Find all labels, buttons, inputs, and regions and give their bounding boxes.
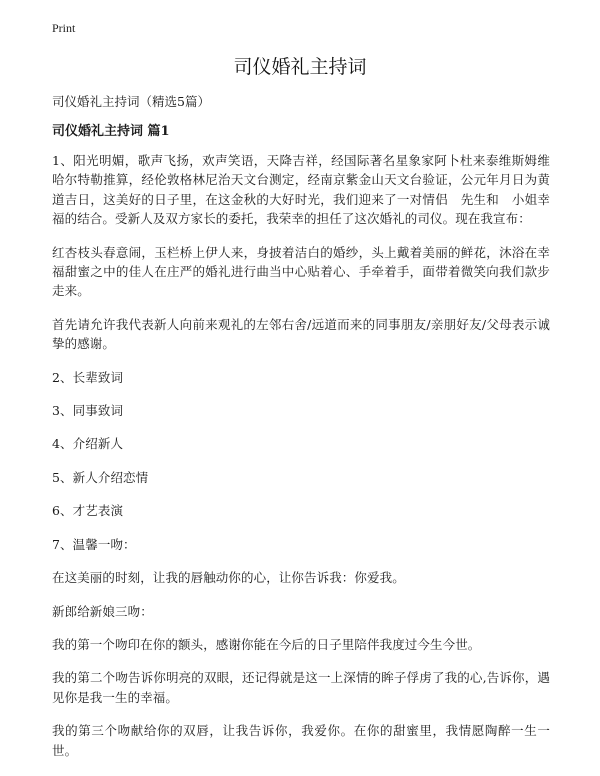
paragraph-bride-entrance: 红杏枝头春意闹，玉栏桥上伊人来，身披着洁白的婚纱，头上戴着美丽的鲜花，沐浴在幸福甜蜜之中的佳人在庄严的婚礼进行曲当中心贴着心、手牵着手，面带着微笑向我们款步走来。 <box>52 244 550 299</box>
paragraph-first-kiss: 我的第一个吻印在你的额头，感谢你能在今后的日子里陪伴我度过今生今世。 <box>52 636 481 652</box>
list-item-elder-speech: 2、长辈致词 <box>52 369 124 385</box>
paragraph-thanks: 首先请允许我代表新人向前来观礼的左邻右舍/远道而来的同事朋友/亲朋好友/父母表示诚挚的感谢。 <box>52 316 550 352</box>
print-label: Print <box>52 21 76 35</box>
document-title: 司仪婚礼主持词 <box>233 56 367 78</box>
document-body <box>52 92 550 774</box>
paragraph-three-kisses: 新郎给新娘三吻： <box>52 603 153 619</box>
paragraph-second-kiss: 我的第二个吻告诉你明亮的双眼，还记得就是这一上深情的眸子俘虏了我的心,告诉你，遇见你是我一生的幸福。 <box>52 670 550 705</box>
paragraph-intro: 1、阳光明媚，歌声飞扬，欢声笑语，天降吉祥，经国际著名星象家阿卜杜来泰维斯姆维哈尔特勒推算，经伦敦格林尼治天文台测定，经南京紫金山天文台验证，公元年月日为黄道吉日，这美好的日子里，在这金秋的大好时光，我们迎来了一对情侣 先生和 小姐幸福的结合。受新人及双方家长的委托，我荣幸的担任了这次婚礼的司仪。现在我宣布： <box>52 153 550 227</box>
paragraph-beautiful-moment: 在这美丽的时刻，让我的唇触动你的心，让你告诉我：你爱我。 <box>52 570 405 586</box>
list-item-introduce-couple: 4、介绍新人 <box>52 436 124 452</box>
list-item-colleague-speech: 3、同事致词 <box>52 403 124 419</box>
list-item-talent-show: 6、才艺表演 <box>52 503 124 519</box>
section-heading: 司仪婚礼主持词 篇1 <box>52 124 170 139</box>
document-subtitle: 司仪婚礼主持词（精选5篇） <box>52 94 210 109</box>
paragraph-third-kiss: 我的第三个吻献给你的双唇，让我告诉你，我爱你。在你的甜蜜里，我情愿陶醉一生一世。 <box>52 723 550 758</box>
list-item-warm-kiss: 7、温馨一吻： <box>52 536 136 552</box>
list-item-love-story: 5、新人介绍恋情 <box>52 469 149 485</box>
